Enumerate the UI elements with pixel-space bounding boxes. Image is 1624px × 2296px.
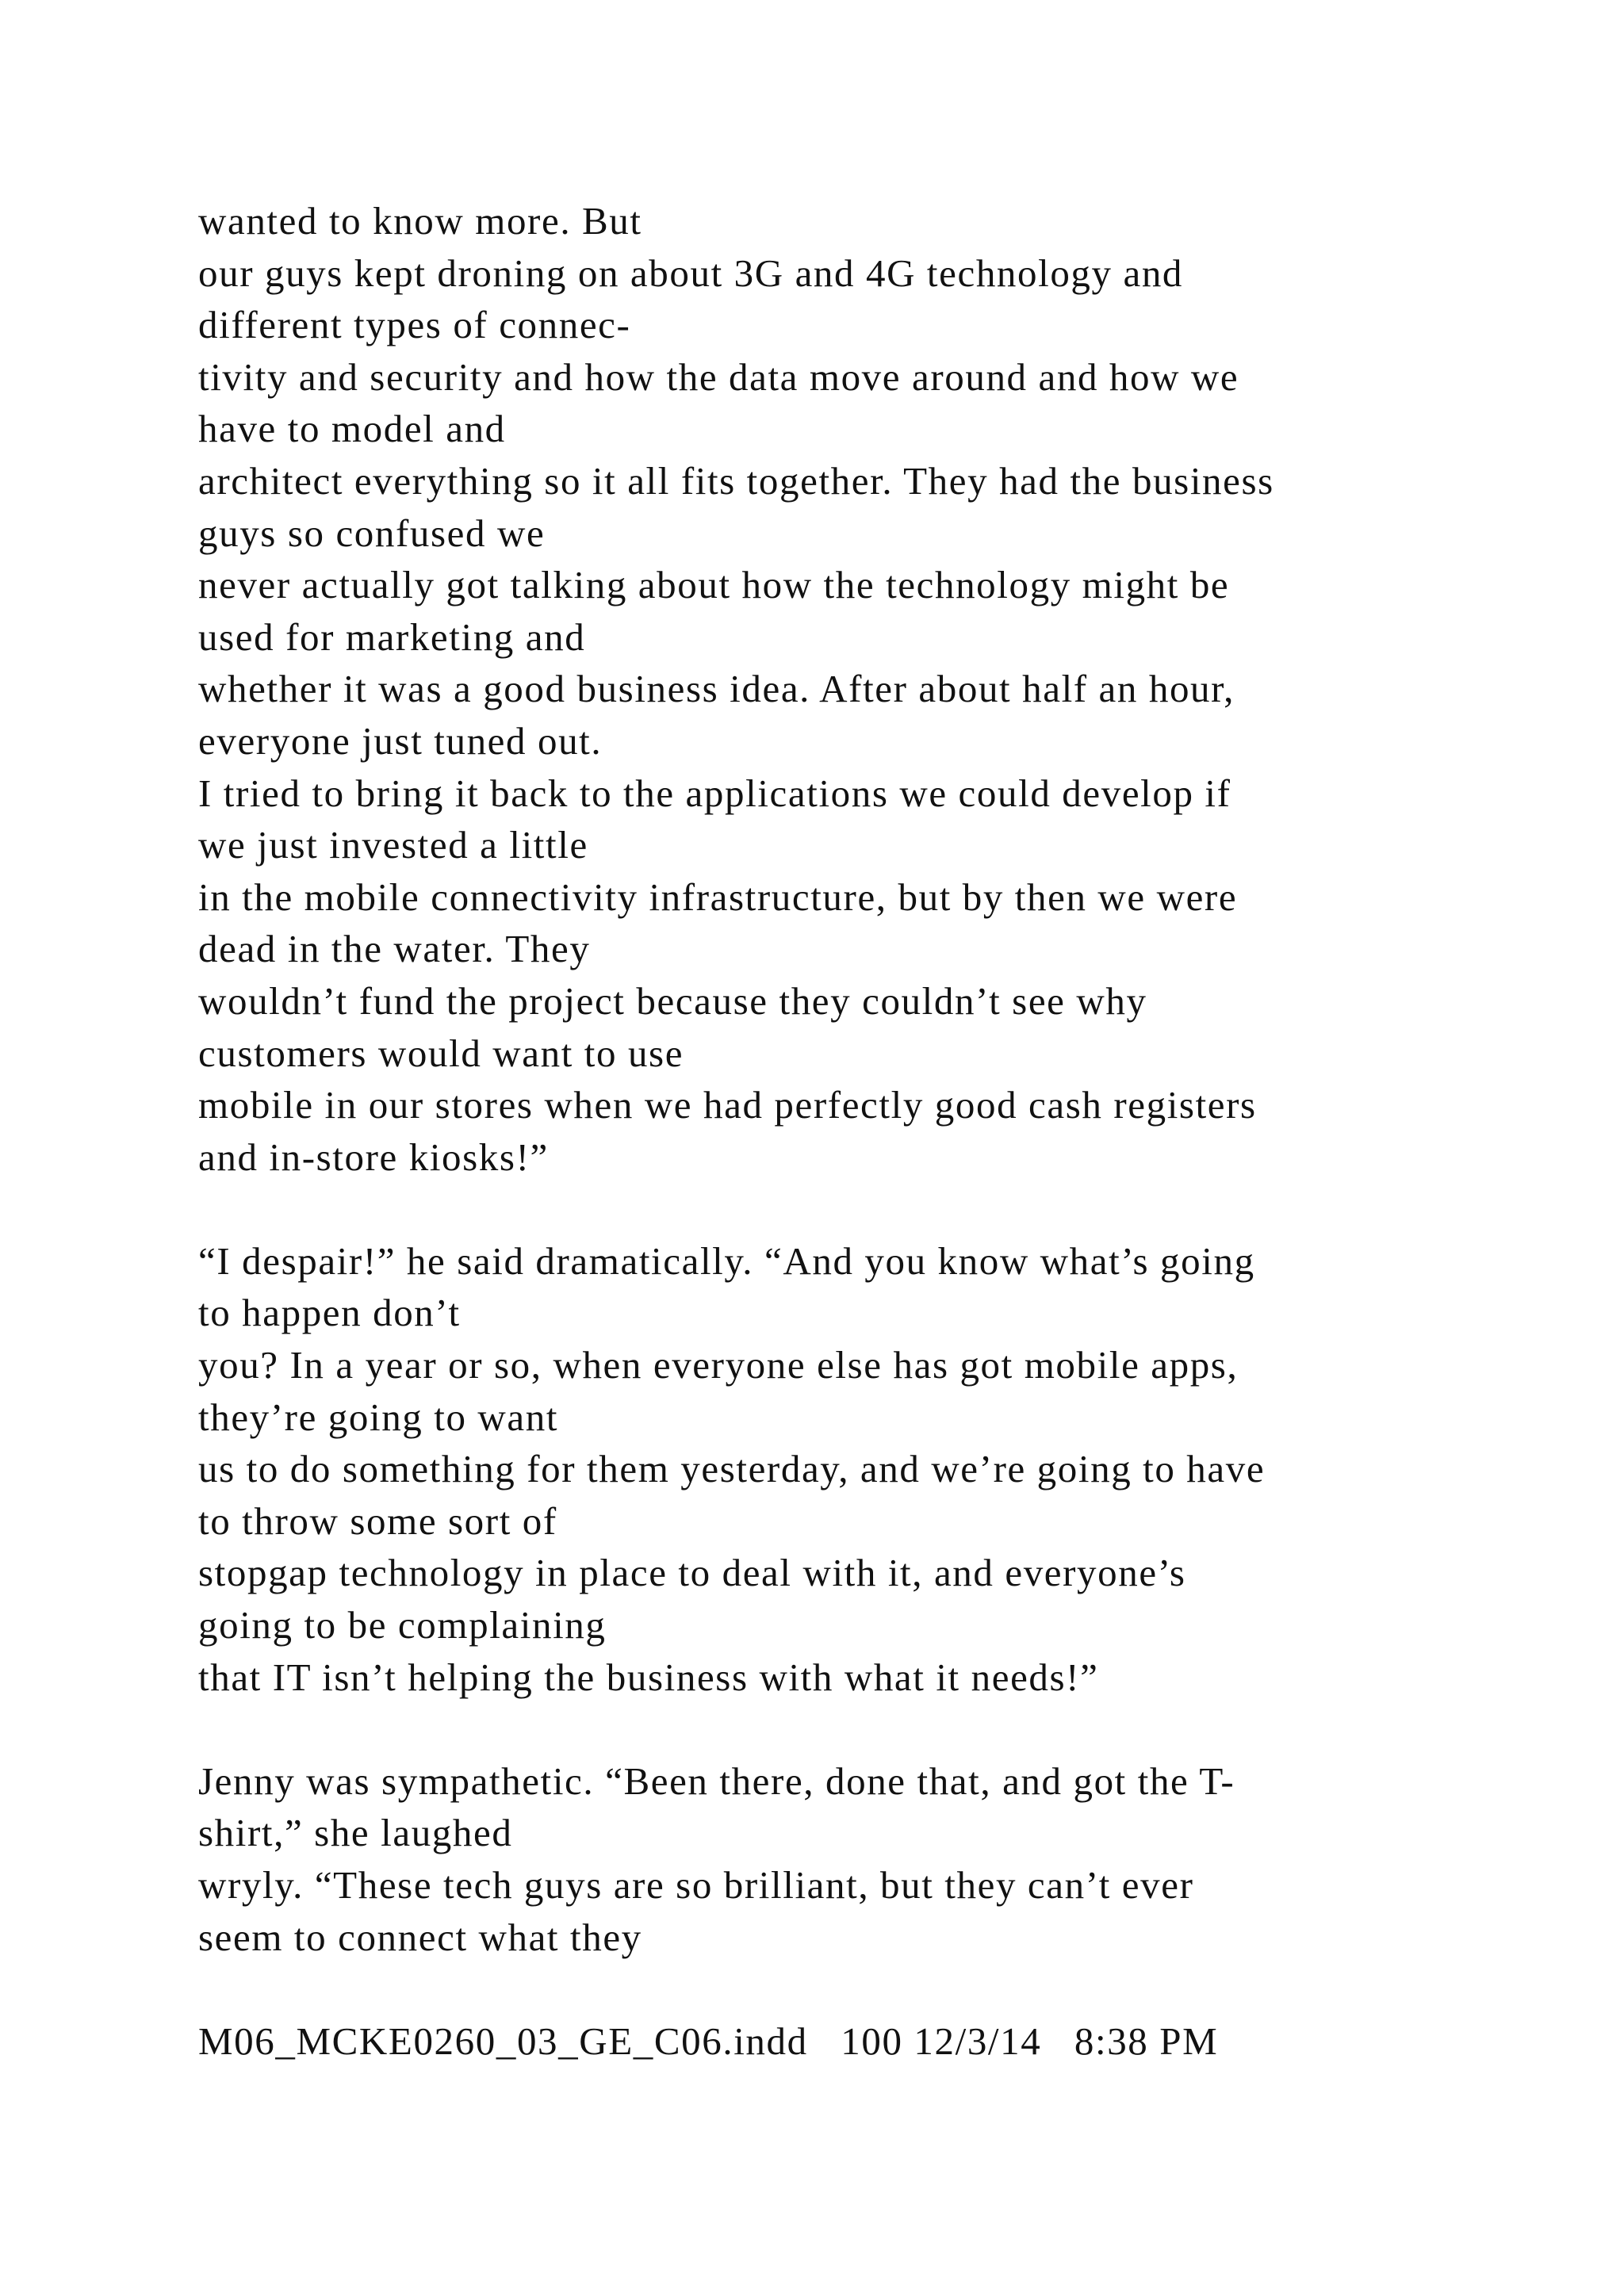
- text-line: wouldn’t fund the project because they couldn’t see why: [198, 978, 1147, 1023]
- text-line: our guys kept droning on about 3G and 4G technology and: [198, 251, 1184, 295]
- text-line: different types of connec-: [198, 303, 631, 347]
- text-line: they’re going to want: [198, 1395, 559, 1439]
- text-line: Jenny was sympathetic. “Been there, done that, and got the T-: [198, 1758, 1235, 1803]
- text-line: that IT isn’t helping the business with what it needs!”: [198, 1655, 1099, 1699]
- text-line: mobile in our stores when we had perfectly good cash registers: [198, 1083, 1257, 1127]
- text-line: and in-store kiosks!”: [198, 1135, 549, 1179]
- document-body: [198, 195, 1546, 2067]
- paragraph: [198, 1755, 1546, 1963]
- text-line: architect everything so it all fits together. They had the business: [198, 458, 1274, 503]
- text-line: going to be complaining: [198, 1603, 607, 1647]
- paragraph: [198, 195, 1546, 1183]
- text-line: shirt,” she laughed: [198, 1811, 513, 1855]
- text-line: in the mobile connectivity infrastructure, but by then we were: [198, 874, 1238, 919]
- text-line: us to do something for them yesterday, and we’re going to have: [198, 1447, 1266, 1491]
- text-line: wryly. “These tech guys are so brilliant, but they can’t ever: [198, 1863, 1194, 1907]
- text-line: you? In a year or so, when everyone else has got mobile apps,: [198, 1343, 1239, 1387]
- paragraph-gap: [198, 1703, 1546, 1755]
- text-line: stopgap technology in place to deal with it, and everyone’s: [198, 1551, 1186, 1595]
- paragraph: [198, 1235, 1546, 1703]
- text-line: never actually got talking about how the technology might be: [198, 563, 1230, 607]
- paragraph-gap: [198, 1183, 1546, 1235]
- text-line: dead in the water. They: [198, 927, 591, 971]
- page-footer-slug: M06_MCKE0260_03_GE_C06.indd 100 12/3/14 8:38 PM: [198, 2019, 1219, 2063]
- text-line: guys so confused we: [198, 511, 546, 555]
- text-line: we just invested a little: [198, 823, 588, 867]
- text-line: to happen don’t: [198, 1291, 461, 1335]
- text-line: I tried to bring it back to the applications we could develop if: [198, 771, 1231, 815]
- text-line: have to model and: [198, 407, 506, 451]
- text-line: everyone just tuned out.: [198, 718, 603, 763]
- paragraph-gap: [198, 1963, 1546, 2015]
- text-line: tivity and security and how the data move around and how we: [198, 354, 1239, 399]
- text-line: used for marketing and: [198, 614, 586, 659]
- text-line: whether it was a good business idea. After about half an hour,: [198, 667, 1235, 711]
- text-line: to throw some sort of: [198, 1498, 557, 1543]
- text-line: customers would want to use: [198, 1031, 684, 1075]
- text-line: wanted to know more. But: [198, 199, 642, 243]
- text-line: “I despair!” he said dramatically. “And you know what’s going: [198, 1238, 1255, 1283]
- text-line: seem to connect what they: [198, 1915, 642, 1959]
